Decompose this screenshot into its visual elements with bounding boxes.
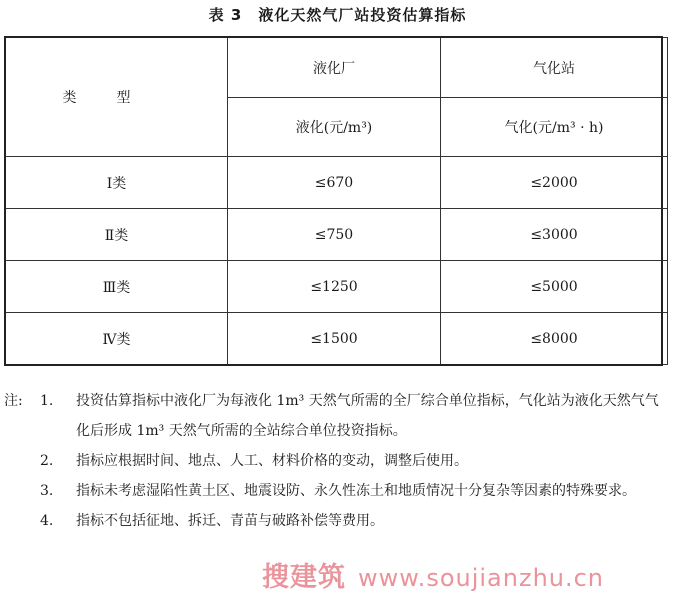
note-number: 2. [40, 453, 54, 469]
table-row [6, 157, 668, 209]
type-cell: Ⅱ类 [6, 209, 228, 261]
station-header: 气化站 [441, 38, 668, 98]
station-cell: ≤8000 [441, 313, 668, 365]
station-cell: ≤3000 [441, 209, 668, 261]
type-cell: Ⅲ类 [6, 261, 228, 313]
station-cell: ≤2000 [441, 157, 668, 209]
station-cell: ≤5000 [441, 261, 668, 313]
plant-cell: ≤750 [228, 209, 441, 261]
plant-unit: 液化(元/m³) [228, 98, 441, 157]
note-item [40, 476, 670, 506]
note-text: 指标不包括征地、拆迁、青苗与破路补偿等费用。 [76, 513, 384, 529]
note-number: 3. [40, 483, 54, 499]
table-row [6, 209, 668, 261]
note-text: 指标应根据时间、地点、人工、材料价格的变动，调整后使用。 [76, 453, 468, 469]
plant-header: 液化厂 [228, 38, 441, 98]
plant-cell: ≤670 [228, 157, 441, 209]
investment-table [5, 37, 668, 365]
type-header: 类型 [6, 38, 228, 157]
watermark-brand: 搜建筑 [262, 562, 346, 593]
table-row [6, 261, 668, 313]
notes-section [4, 386, 670, 536]
note-text: 指标未考虑湿陷性黄土区、地震设防、永久性冻土和地质情况十分复杂等因素的特殊要求。 [76, 483, 636, 499]
watermark [262, 555, 604, 594]
plant-cell: ≤1250 [228, 261, 441, 313]
table-row [6, 313, 668, 365]
note-number: 4. [40, 513, 54, 529]
table-title: 表 3 液化天然气厂站投资估算指标 [208, 6, 467, 24]
type-cell: Ⅰ类 [6, 157, 228, 209]
station-unit: 气化(元/m³ · h) [441, 98, 668, 157]
type-cell: Ⅳ类 [6, 313, 228, 365]
notes-lead: 注: [4, 393, 23, 409]
note-text: 投资估算指标中液化厂为每液化 1m³ 天然气所需的全厂综合单位指标，气化站为液化天然气气化后形成 1m³ 天然气所需的全站综合单位投资指标。 [76, 393, 659, 439]
note-item [40, 506, 670, 536]
note-item [40, 446, 670, 476]
note-number: 1. [40, 393, 54, 409]
plant-cell: ≤1500 [228, 313, 441, 365]
note-item [4, 386, 670, 446]
watermark-url: www.soujianzhu.cn [358, 564, 605, 592]
